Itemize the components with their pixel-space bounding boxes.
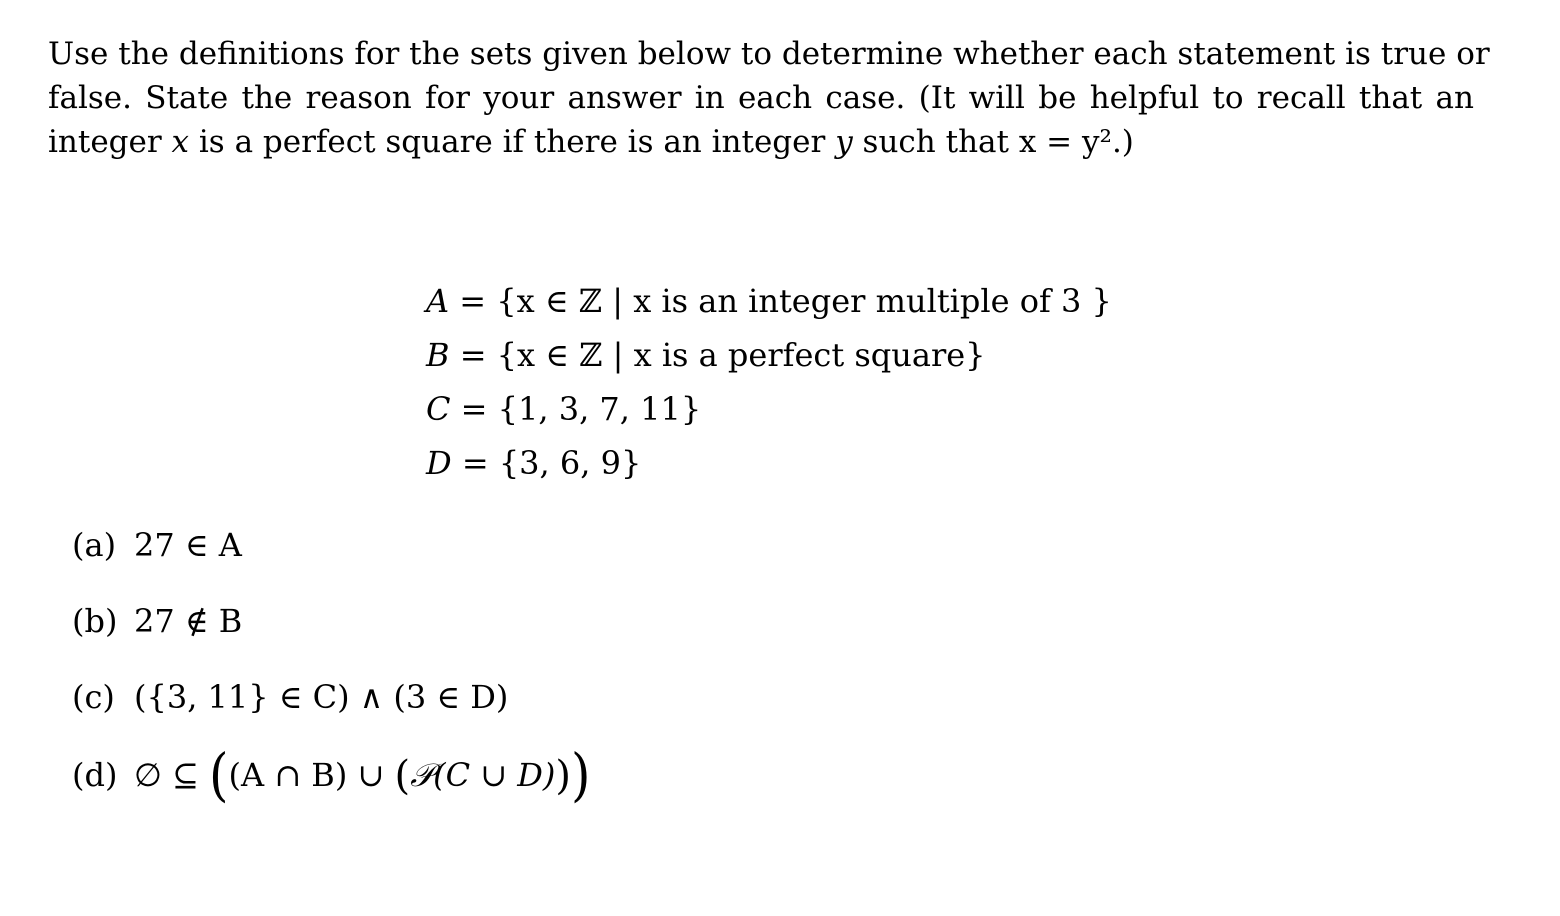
set-def-b-rhs: = {x ∈ ℤ | x is a perfect square} <box>449 336 986 374</box>
var-y: y <box>835 124 853 160</box>
big-close-paren: ) <box>571 741 591 809</box>
statement-d-prefix: ∅ ⊆ <box>134 756 210 794</box>
mid-close-paren: ) <box>555 753 572 799</box>
statement-d <box>72 741 591 809</box>
set-def-b <box>426 328 1112 382</box>
statement-b-expr: 27 ∉ B <box>134 602 243 640</box>
big-open-paren: ( <box>209 741 229 809</box>
mid-open-paren: ( <box>394 753 411 799</box>
set-def-c-rhs: = {1, 3, 7, 11} <box>450 390 702 428</box>
intro-line-3-part-a: integer <box>48 124 172 160</box>
intro-line-1: Use the definitions for the sets given below to determine whether each statement is true or <box>48 36 1490 72</box>
statement-a-expr: 27 ∈ A <box>134 526 242 564</box>
set-name-b: B <box>426 336 450 374</box>
statement-a-label: (a) <box>72 526 117 564</box>
intro-line-3 <box>48 120 1474 164</box>
intro-line-2: false. State the reason for your answer in each case. (It will be helpful to recall that an <box>48 80 1474 116</box>
set-definitions <box>426 274 1112 490</box>
statement-d-label: (d) <box>72 756 118 794</box>
set-name-d: D <box>426 444 452 482</box>
statement-d-inner-1: (A ∩ B) ∪ <box>228 756 395 794</box>
statement-b <box>72 602 242 640</box>
var-x: x <box>171 124 190 160</box>
intro-line-3-part-c: such that <box>852 124 1019 160</box>
set-def-a <box>426 274 1112 328</box>
set-name-a: A <box>426 282 450 320</box>
statement-c <box>72 678 508 716</box>
intro-line-3-part-b: is a perfect square if there is an integer <box>189 124 836 160</box>
set-def-c <box>426 382 1112 436</box>
set-def-a-rhs: = {x ∈ ℤ | x is an integer multiple of 3 } <box>449 282 1112 320</box>
statement-c-expr: ({3, 11} ∈ C) ∧ (3 ∈ D) <box>134 678 509 716</box>
statement-d-inner-2: 𝒫(C ∪ D) <box>410 756 556 794</box>
perfect-square-equation: x = y².) <box>1018 124 1134 160</box>
statement-b-label: (b) <box>72 602 118 640</box>
problem-statement <box>48 32 1490 164</box>
statement-c-label: (c) <box>72 678 115 716</box>
set-def-d-rhs: = {3, 6, 9} <box>451 444 642 482</box>
set-name-c: C <box>426 390 451 428</box>
set-def-d <box>426 436 1112 490</box>
statement-a <box>72 526 242 564</box>
